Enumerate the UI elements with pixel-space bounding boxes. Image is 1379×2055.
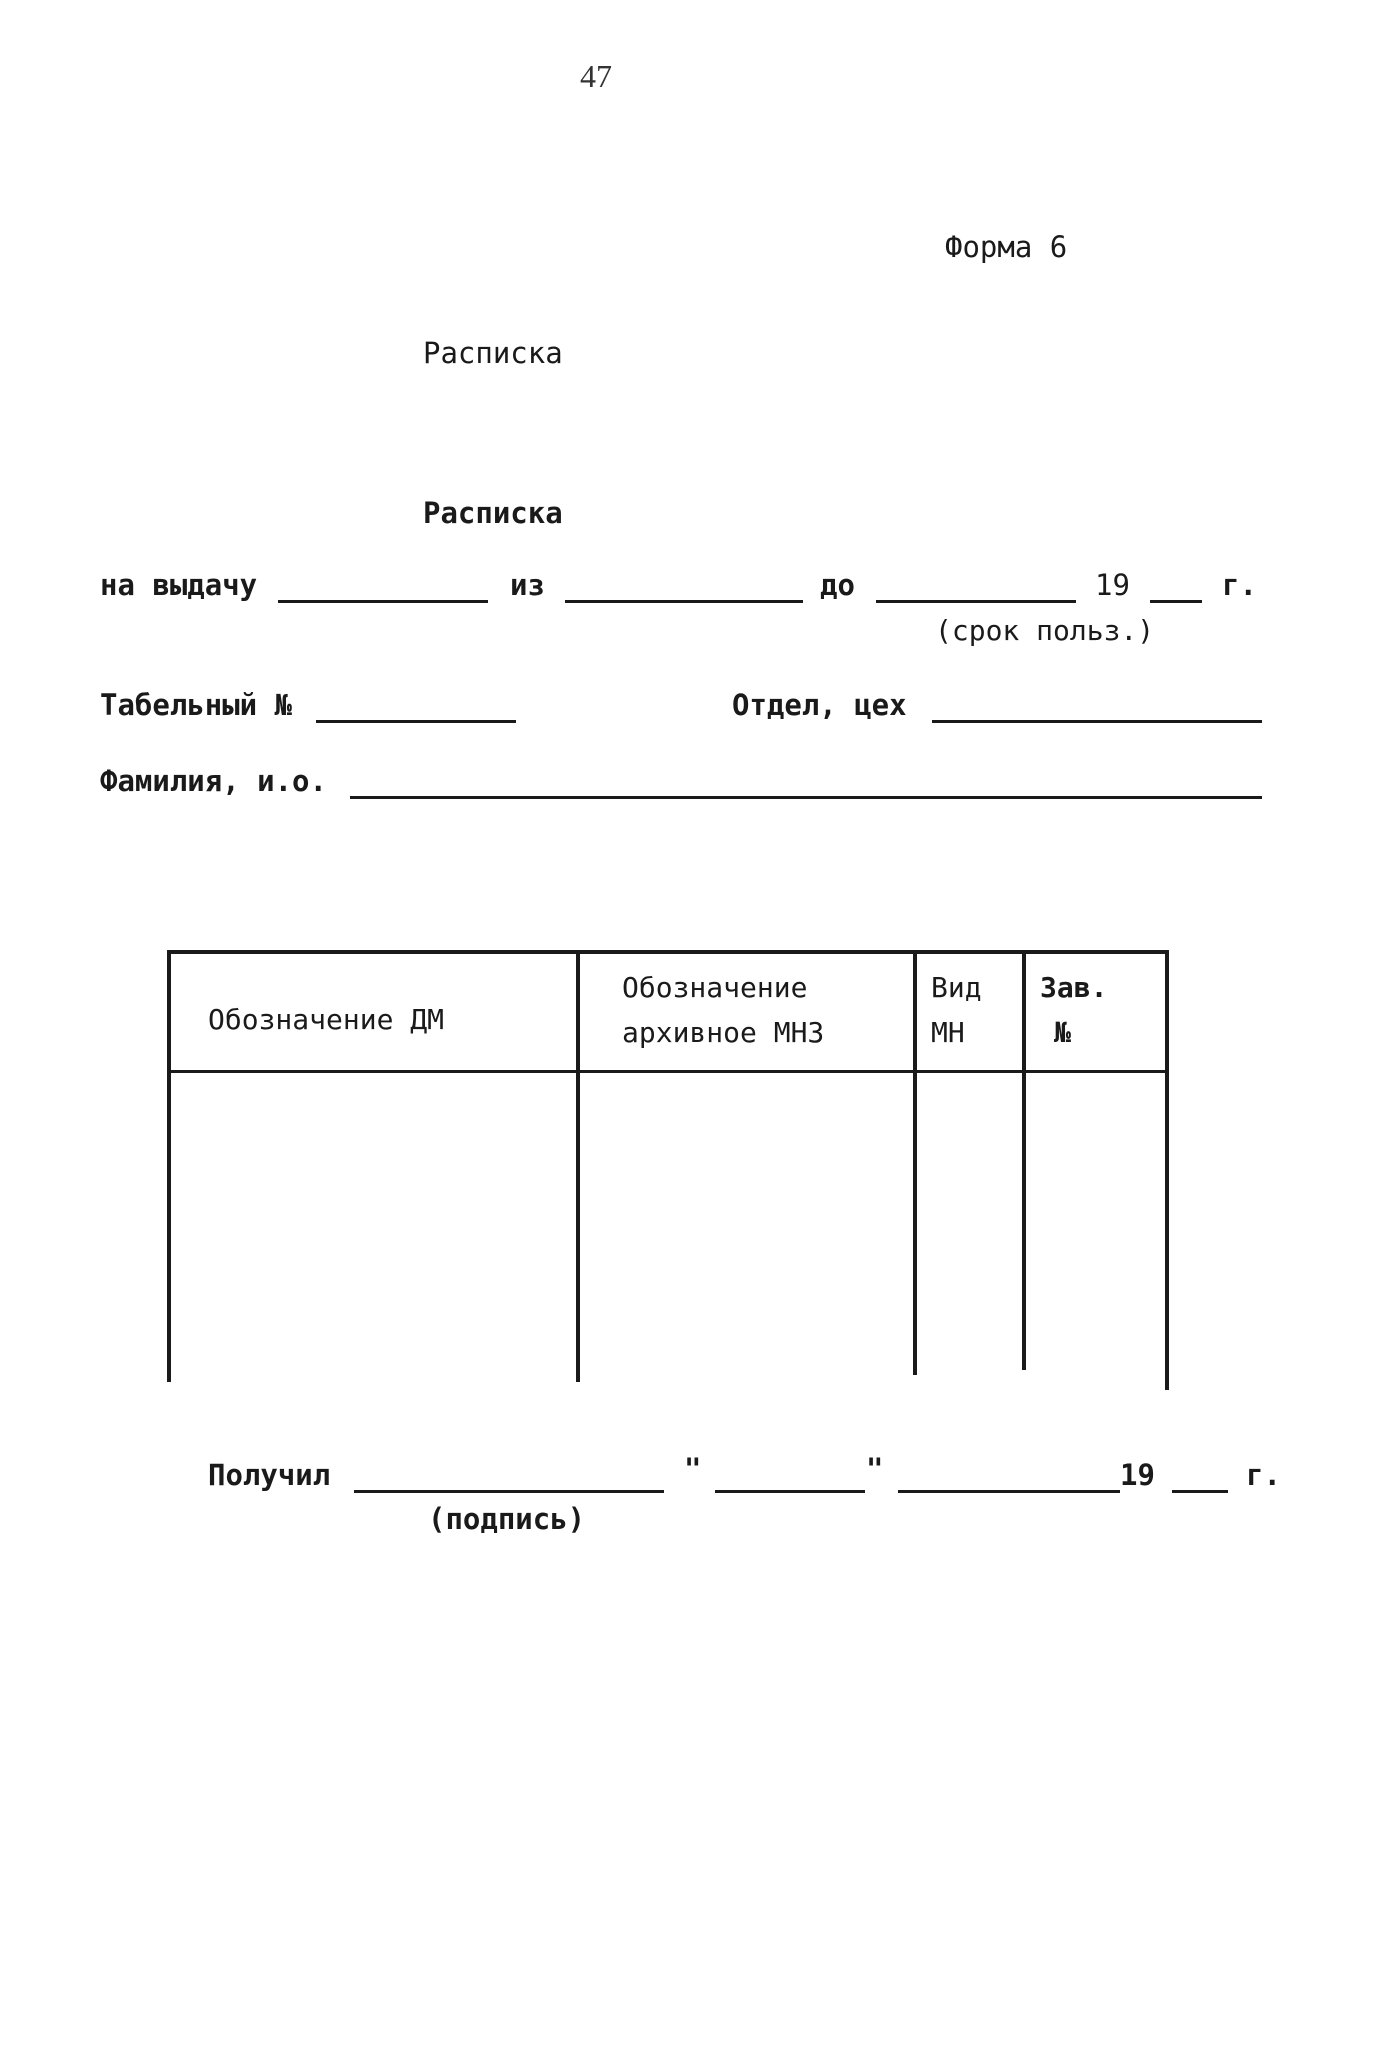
year-field[interactable] bbox=[1150, 600, 1202, 603]
page-number: 47 bbox=[580, 58, 612, 94]
until-date-field[interactable] bbox=[876, 600, 1076, 603]
cell-designation-dm[interactable] bbox=[171, 1073, 576, 1373]
document-title: Расписка bbox=[423, 336, 563, 370]
quote-open: " bbox=[684, 1452, 702, 1486]
header-type-line2: МН bbox=[931, 1016, 965, 1049]
quote-close: " bbox=[866, 1452, 884, 1486]
table-top-border bbox=[167, 950, 1167, 954]
header-serial-line1: Зав. bbox=[1040, 971, 1108, 1004]
issue-label: на выдачу bbox=[100, 568, 258, 602]
header-type-line1: Вид bbox=[931, 971, 982, 1004]
term-note: (срок польз.) bbox=[935, 614, 1155, 647]
from-field[interactable] bbox=[565, 600, 803, 603]
from-label: из bbox=[510, 568, 545, 602]
cell-designation-archive[interactable] bbox=[580, 1073, 913, 1373]
day-field[interactable] bbox=[715, 1490, 865, 1493]
received-label: Получил bbox=[208, 1458, 331, 1492]
signature-field[interactable] bbox=[354, 1490, 664, 1493]
footer-year-suffix: г. bbox=[1246, 1458, 1281, 1492]
header-designation-archive-line1: Обозначение bbox=[622, 971, 808, 1004]
issue-field[interactable] bbox=[278, 600, 488, 603]
year-prefix: 19 bbox=[1095, 568, 1130, 602]
department-field[interactable] bbox=[932, 720, 1262, 723]
table-right-border bbox=[1165, 950, 1169, 1390]
year-suffix: г. bbox=[1222, 568, 1257, 602]
header-designation-dm: Обозначение ДМ bbox=[208, 1003, 445, 1036]
cell-type[interactable] bbox=[917, 1073, 1022, 1373]
footer-year-field[interactable] bbox=[1172, 1490, 1228, 1493]
full-name-label: Фамилия, и.о. bbox=[100, 764, 327, 798]
department-label: Отдел, цех bbox=[732, 688, 907, 722]
signature-note: (подпись) bbox=[428, 1502, 586, 1536]
tab-number-field[interactable] bbox=[316, 720, 516, 723]
tab-number-label: Табельный № bbox=[100, 688, 293, 722]
full-name-field[interactable] bbox=[350, 796, 1262, 799]
receipt-title: Расписка bbox=[423, 496, 563, 530]
header-designation-archive-line2: архивное МНЗ bbox=[622, 1016, 825, 1049]
form-label: Форма 6 bbox=[945, 230, 1068, 264]
cell-serial[interactable] bbox=[1026, 1073, 1165, 1373]
month-field[interactable] bbox=[898, 1490, 1120, 1493]
until-label: до bbox=[820, 568, 855, 602]
header-serial-line2: № bbox=[1054, 1016, 1071, 1049]
footer-year-prefix: 19 bbox=[1120, 1458, 1155, 1492]
